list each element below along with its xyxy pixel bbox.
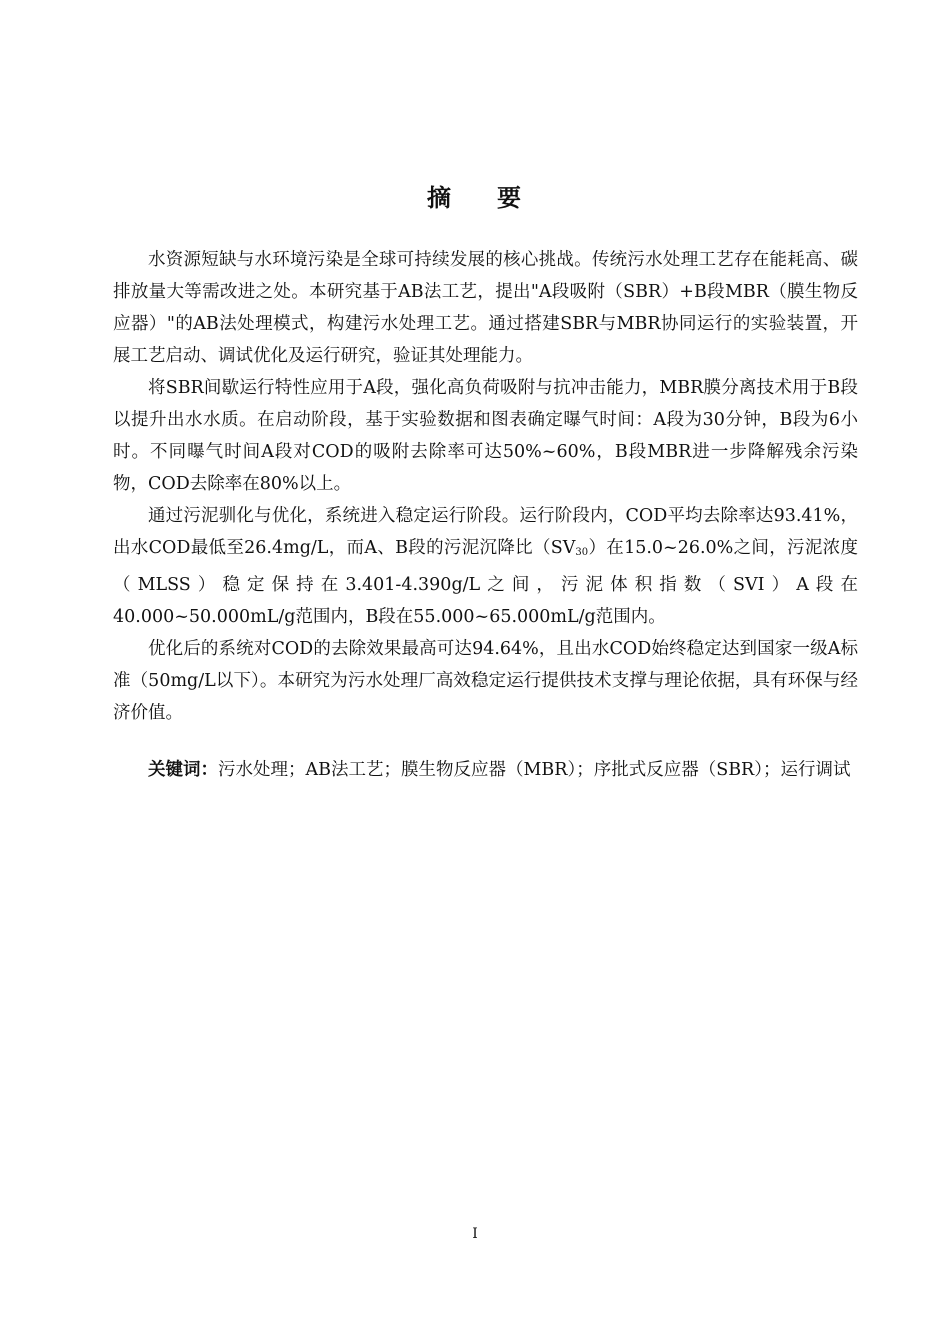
abstract-paragraph-3 bbox=[113, 500, 858, 633]
abstract-paragraph-1: 水资源短缺与水环境污染是全球可持续发展的核心挑战。传统污水处理工艺存在能耗高、碳排放量大等需改进之处。本研究基于AB法工艺，提出"A段吸附（SBR）+B段MBR（膜生物反应器）"的AB法处理模式，构建污水处理工艺。通过搭建SBR与MBR协同运行的实验装置，开展工艺启动、调试优化及运行研究，验证其处理能力。 bbox=[113, 250, 858, 366]
keywords-text: 污水处理；AB法工艺；膜生物反应器（MBR）；序批式反应器（SBR）；运行调试 bbox=[218, 760, 851, 780]
page-number: I bbox=[472, 1226, 478, 1242]
sv-subscript: 30 bbox=[575, 547, 589, 558]
paragraph-3-text-b: ）在15.0~26.0%之间，污泥浓度（MLSS）稳定保持在3.401-4.390g/L之间，污泥体积指数（SVI）A段在40.000~50.000mL/g范围内，B段在55.000~65.000mL/g范围内。 bbox=[113, 538, 858, 627]
abstract-body bbox=[113, 244, 858, 729]
paragraph-3-text-a: 通过污泥驯化与优化，系统进入稳定运行阶段。运行阶段内，COD平均去除率达93.41%，出水COD最低至26.4mg/L，而A、B段的污泥沉降比（SV bbox=[113, 506, 858, 558]
abstract-paragraph-4: 优化后的系统对COD的去除效果最高可达94.64%，且出水COD始终稳定达到国家一级A标准（50mg/L以下）。本研究为污水处理厂高效稳定运行提供技术支撑与理论依据，具有环保与经济价值。 bbox=[113, 639, 858, 723]
title-char-1: 摘 bbox=[427, 184, 453, 212]
abstract-paragraph-2: 将SBR间歇运行特性应用于A段，强化高负荷吸附与抗冲击能力，MBR膜分离技术用于B段以提升出水水质。在启动阶段，基于实验数据和图表确定曝气时间：A段为30分钟，B段为6小时。不同曝气时间A段对COD的吸附去除率可达50%~60%，B段MBR进一步降解残余污染物，COD去除率在80%以上。 bbox=[113, 378, 858, 494]
keywords-section bbox=[113, 755, 858, 785]
abstract-title bbox=[0, 178, 950, 213]
keywords-label: 关键词： bbox=[148, 760, 218, 780]
title-char-2: 要 bbox=[497, 184, 523, 212]
